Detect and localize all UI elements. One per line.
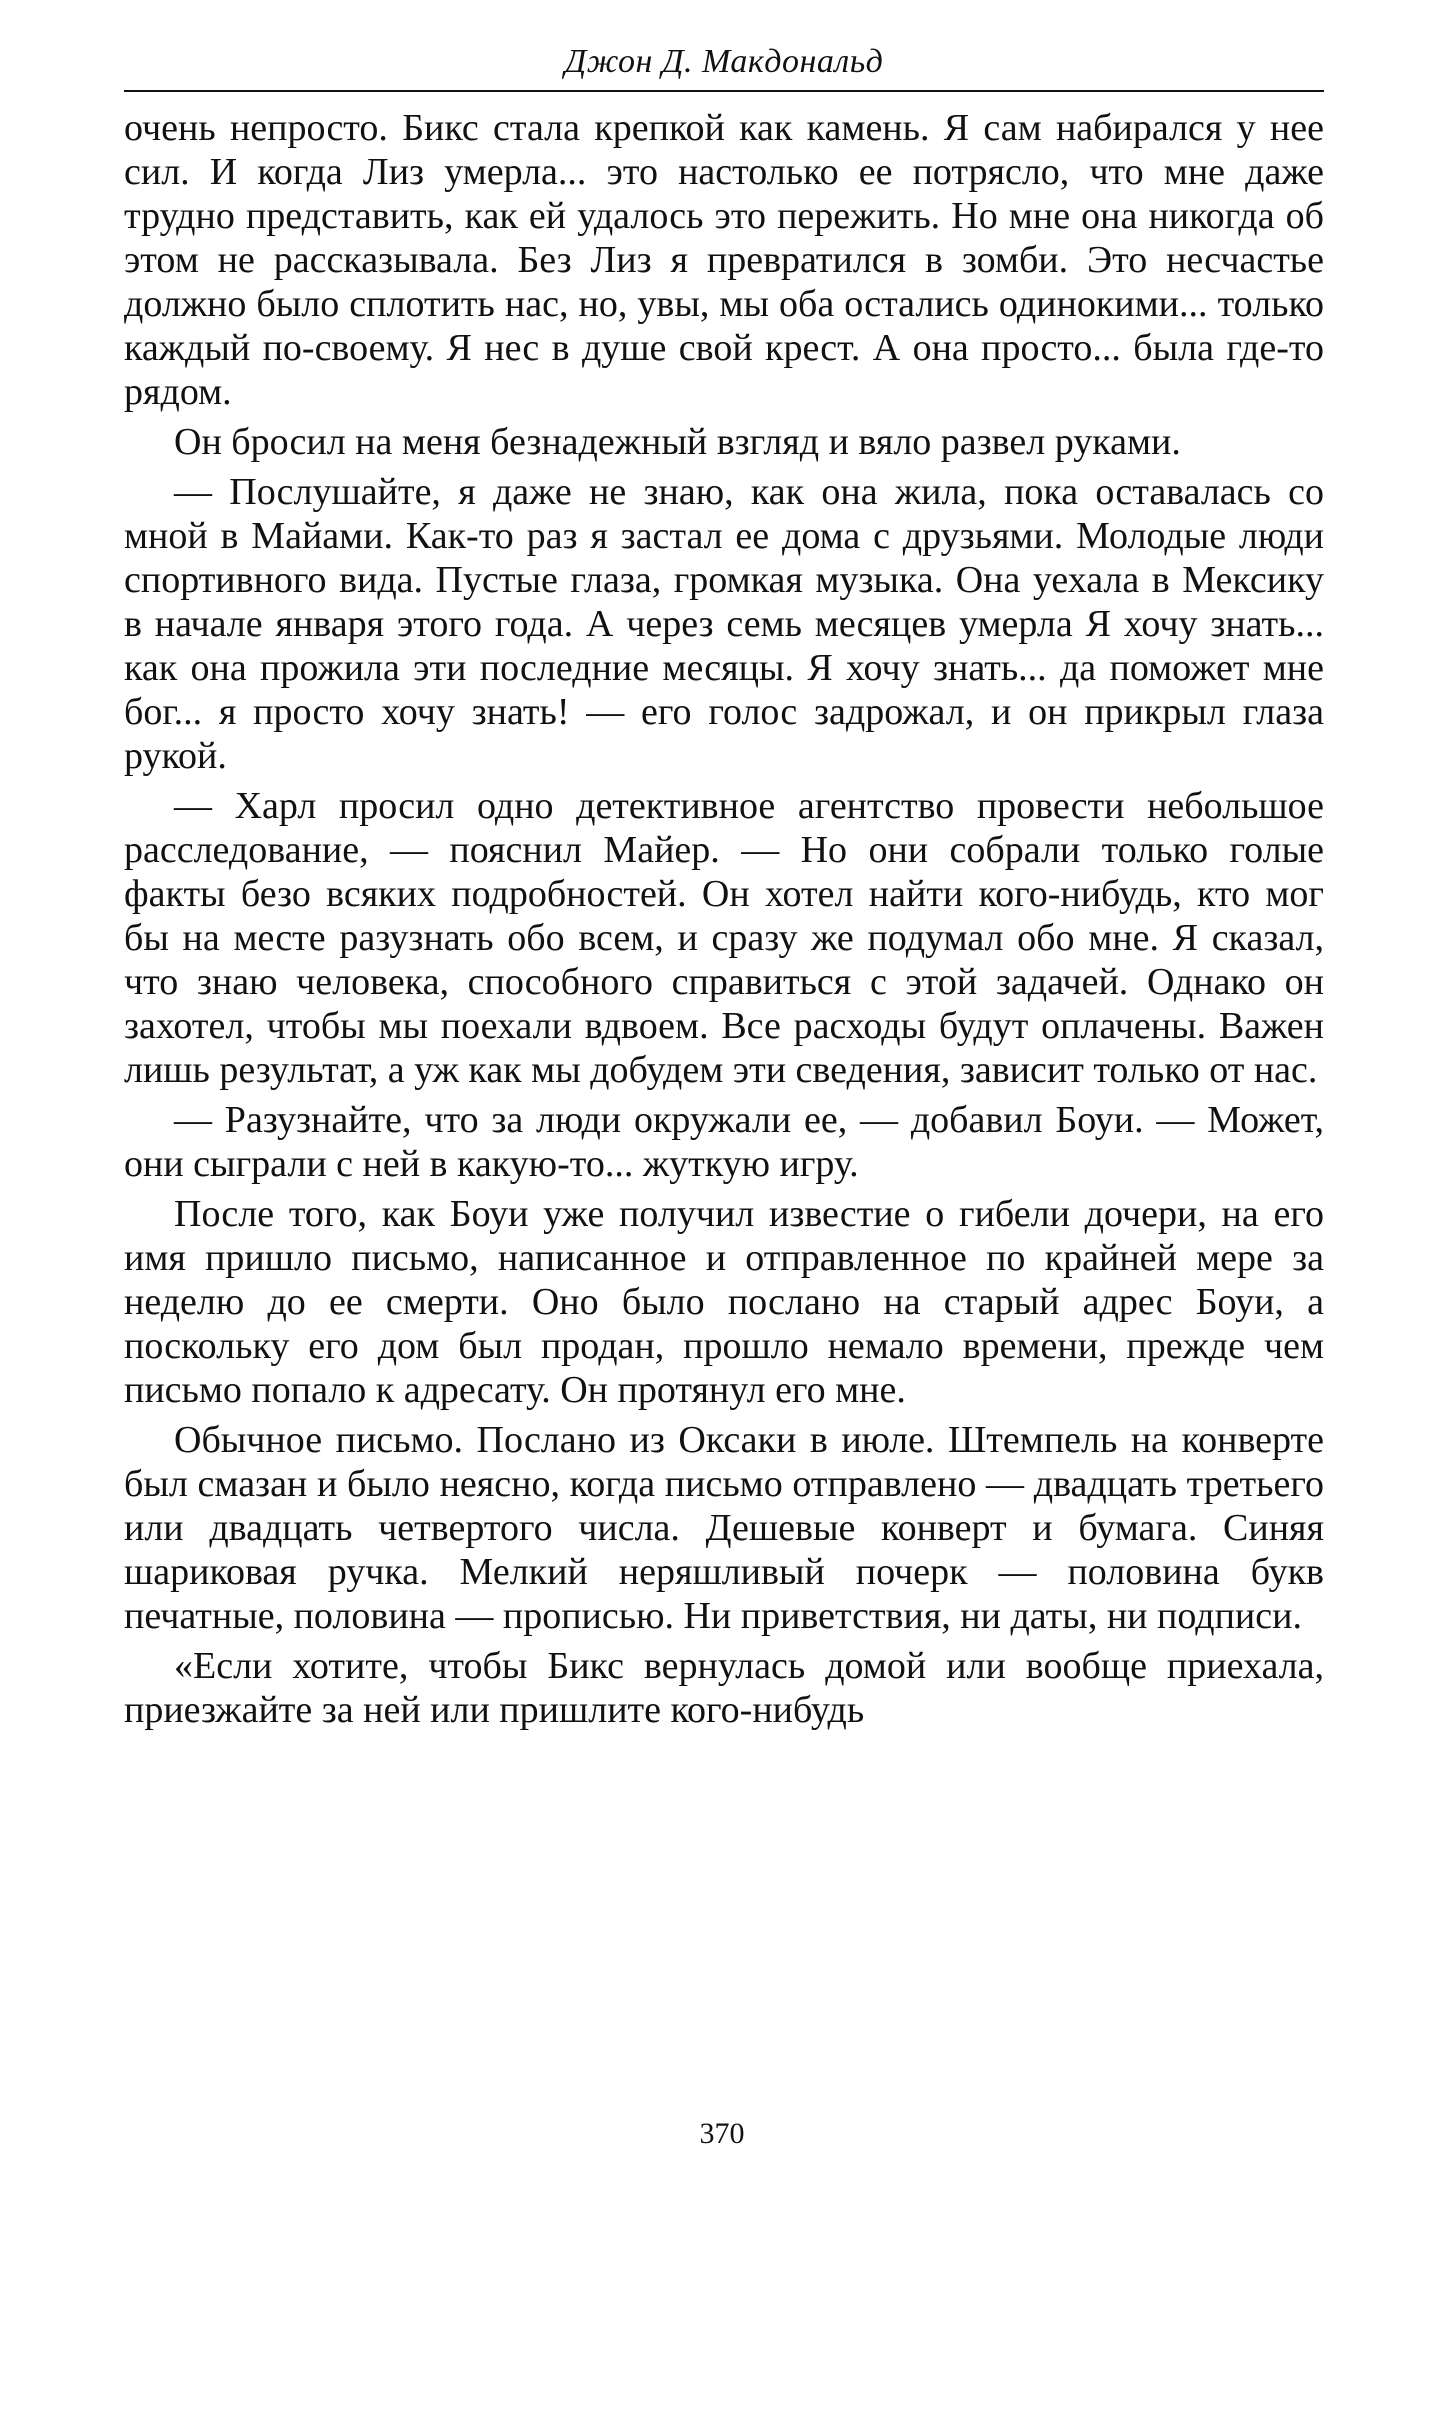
header-rule xyxy=(124,90,1324,92)
running-header: Джон Д. Макдональд xyxy=(564,43,884,80)
page-number: 370 xyxy=(699,2117,745,2150)
paragraph-1: очень непросто. Бикс стала крепкой как камень. Я сам набирался у нее сил. И когда Лиз умерла... это настолько ее потрясло, что мне даже трудно представить, как ей удалось это пережить. Но мне она никогда об этом не рассказывала. Без Лиз я превратился в зомби. Это несчастье должно было сплотить нас, но, увы, мы оба остались одинокими... только каждый по-своему. Я нес в душе свой крест. А она просто... была где-то рядом. xyxy=(124,107,1324,413)
body-text xyxy=(124,106,1324,1732)
paragraph-3: — Послушайте, я даже не знаю, как она жила, пока оставалась со мной в Майами. Как-то раз я застал ее дома с друзьями. Молодые люди спортивного вида. Пустые глаза, громкая музыка. Она уехала в Мексику в начале января этого года. А через семь месяцев умерла Я хочу знать... как она прожила эти последние месяцы. Я хочу знать... да поможет мне бог... я просто хочу знать! — его голос задрожал, и он прикрыл глаза рукой. xyxy=(124,471,1324,777)
paragraph-4: — Харл просил одно детективное агентство провести небольшое расследование, — пояснил Майер. — Но они собрали только голые факты безо всяких подробностей. Он хотел найти кого-нибудь, кто мог бы на месте разузнать обо всем, и сразу же подумал обо мне. Я сказал, что знаю человека, способного справиться с этой задачей. Однако он захотел, чтобы мы поехали вдвоем. Все расходы будут оплачены. Важен лишь результат, а уж как мы добудем эти сведения, зависит только от нас. xyxy=(124,785,1324,1091)
paragraph-7: Обычное письмо. Послано из Оксаки в июле. Штемпель на конверте был смазан и было неясно, когда письмо отправлено — двадцать третьего или двадцать четвертого числа. Дешевые конверт и бумага. Синяя шариковая ручка. Мелкий неряшливый почерк — половина букв печатные, половина — прописью. Ни приветствия, ни даты, ни подписи. xyxy=(124,1419,1324,1637)
book-page xyxy=(124,40,1324,1738)
paragraph-8: «Если хотите, чтобы Бикс вернулась домой или вообще приехала, приезжайте за ней или пришлите кого-нибудь xyxy=(124,1645,1324,1731)
paragraph-2: Он бросил на меня безнадежный взгляд и вяло развел руками. xyxy=(174,421,1181,463)
paragraph-5: — Разузнайте, что за люди окружали ее, — добавил Боуи. — Может, они сыграли с ней в какую-то... жуткую игру. xyxy=(124,1099,1324,1185)
paragraph-6: После того, как Боуи уже получил известие о гибели дочери, на его имя пришло письмо, написанное и отправленное по крайней мере за неделю до ее смерти. Оно было послано на старый адрес Боуи, а поскольку его дом был продан, прошло немало времени, прежде чем письмо попало к адресату. Он протянул его мне. xyxy=(124,1193,1324,1411)
